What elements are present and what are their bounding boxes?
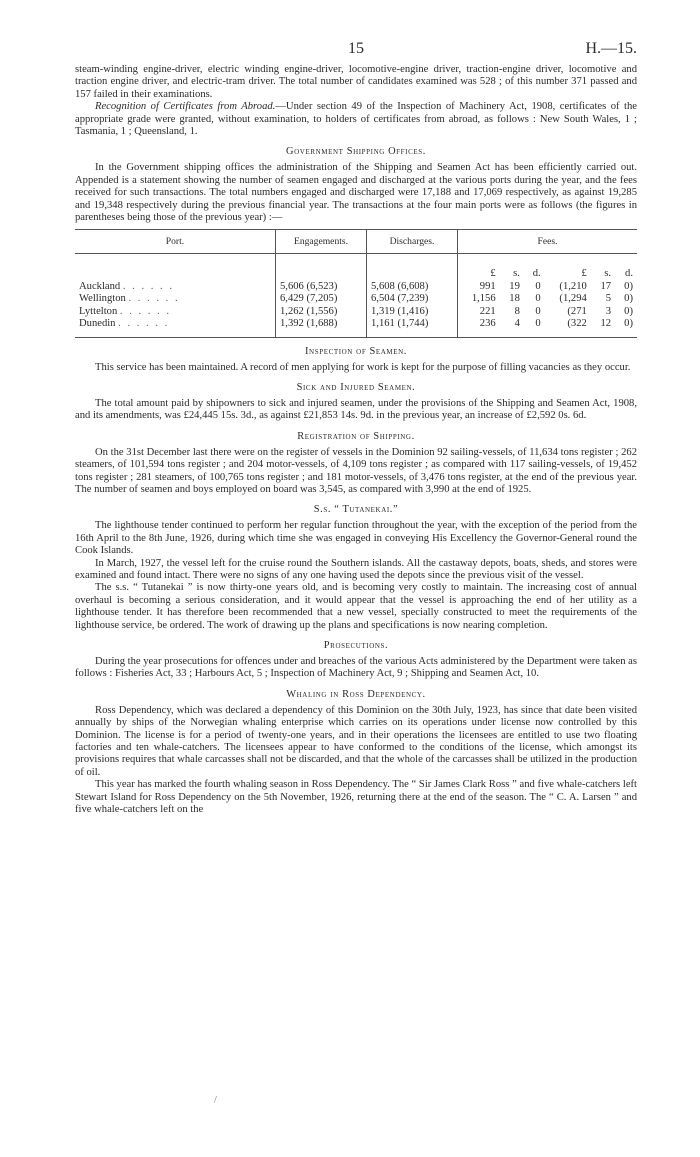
port-name: Lyttelton (79, 305, 118, 317)
page-number: 15 (348, 40, 364, 57)
unit-shillings: s. (513, 268, 520, 280)
discharges-value: 1,319 (1,416) (367, 306, 458, 318)
inspection-paragraph: This service has been maintained. A record of men applying for work is kept for the purpose of filling vacancies as they occur. (95, 361, 631, 373)
col-fees: Fees. (458, 230, 638, 254)
unit-pounds: £ (490, 268, 496, 280)
prev-fee-pence: 0) (624, 293, 633, 305)
prev-fee-pounds: (1,210 (559, 280, 587, 292)
document-reference: H.—15. (585, 40, 637, 57)
prev-fee-pounds: (322 (545, 318, 591, 337)
section-heading-tutanekai: S.s. “ Tutanekai.” (313, 504, 399, 516)
section-heading-inspection: Inspection of Seamen. (305, 345, 407, 357)
section-heading-shipping-offices: Government Shipping Offices. (286, 146, 426, 158)
section-heading-registration: Registration of Shipping. (297, 430, 415, 442)
prev-fee-pounds: (1,294 (559, 293, 587, 305)
fee-pence: 0 (535, 305, 541, 317)
leader-dots: . . . . . . (122, 280, 174, 292)
table-header-row (75, 230, 637, 254)
port-name: Wellington (79, 293, 126, 305)
tutanekai-paragraph-1: The lighthouse tender continued to perform her regular function throughout the year, with the exception of the period from the 16th April to the 8th June, 1926, during which time she was engaged in conveying His Excellency the Governor-General round the Cook Islands. (75, 520, 637, 557)
fee-pence: 0 (535, 280, 541, 292)
unit-pounds: £ (581, 268, 587, 280)
fee-pounds: 1,156 (471, 293, 496, 305)
shipping-offices-paragraph: In the Government shipping offices the administration of the Shipping and Seamen Act has been efficiently carried out. Appended is a statement showing the number of seamen engaged and discharged at the various ports during the year, and the fees received for such transactions. The total numbers engaged and discharged were 17,188 and 17,069 respectively, as against 19,285 and 19,348 respectively during the previous financial year. The transactions at the four main ports were as follows (the figures in parentheses being those of the previous year) :— (75, 162, 637, 224)
registration-paragraph: On the 31st December last there were on the register of vessels in the Dominion 92 sailing-vessels, of 11,634 tons register ; 262 steamers, of 101,594 tons register ; and 204 motor-vessels, of 4,109 tons register ; as compared with 117 sailing-vessels, of 19,452 tons register ; 281 steamers, of 100,765 tons register ; and 181 motor-vessels, of 3,476 tons register, at the end of the previous year. The number of seamen and boys employed on board was 3,545, as compared with 3,990 at the end of 1925. (75, 446, 637, 495)
table-row (75, 281, 637, 293)
fee-pounds: 236 (458, 318, 500, 337)
table-row (75, 318, 637, 337)
fee-shillings: 8 (514, 305, 520, 317)
engagements-value: 1,262 (1,556) (276, 306, 367, 318)
prev-fee-pence: 0) (615, 318, 637, 337)
footer-mark: / (214, 1095, 217, 1106)
ports-table (75, 229, 637, 337)
table-row (75, 293, 637, 305)
page-header (75, 40, 637, 64)
section-heading-sick-seamen: Sick and Injured Seamen. (296, 381, 416, 393)
prosecutions-paragraph: During the year prosecutions for offences under and breaches of the various Acts administered by the Department were taken as follows : Fisheries Act, 33 ; Harbours Act, 5 ; Inspection of Machinery Act, 9 ; Shipping and Seamen Act, 10. (75, 656, 637, 680)
prev-fee-pence: 0) (624, 280, 633, 292)
prev-fee-pounds: (271 (567, 305, 587, 317)
recognition-lead: Recognition of Certificates from Abroad. (95, 101, 276, 113)
fee-pounds: 221 (479, 305, 496, 317)
whaling-paragraph-2: This year has marked the fourth whaling season in Ross Dependency. The “ Sir James Clark Ross ” and five whale-catchers left Stewart Island for Ross Dependency on the 5th November, 1926, returning there at the end of the season. The “ C. A. Larsen ” and five whale-catchers left on the (75, 779, 637, 816)
col-engagements: Engagements. (276, 230, 367, 254)
recognition-text: —Under section 49 of the Inspection of Machinery Act, 1908, certificates of the appropriate grade were granted, without examination, to holders of certificates from abroad, as follows : New South Wales, 1 ; Tasmania, 1 ; Queensland, 1. (75, 101, 638, 138)
discharges-value: 6,504 (7,239) (367, 293, 458, 305)
fee-shillings: 4 (500, 318, 524, 337)
port-name: Dunedin (79, 318, 116, 330)
leader-dots: . . . . . . (119, 305, 172, 317)
sick-seamen-paragraph: The total amount paid by shipowners to sick and injured seamen, under the provisions of the Shipping and Seamen Act, 1908, and its amendments, was £24,445 15s. 3d., as against £21,853 14s. 9d. in the previous year, an increase of £2,592 0s. 6d. (75, 397, 637, 422)
col-discharges: Discharges. (367, 230, 458, 254)
document-page (75, 40, 637, 816)
section-heading-whaling: Whaling in Ross Dependency. (286, 688, 426, 700)
leader-dots: . . . . . . (128, 293, 180, 305)
section-heading-prosecutions: Prosecutions. (323, 640, 389, 651)
table-row (75, 306, 637, 318)
fee-pence: 0 (535, 293, 541, 305)
fee-pounds: 991 (479, 280, 496, 292)
whaling-paragraph-1: Ross Dependency, which was declared a dependency of this Dominion on the 30th July, 1923, has since that date been visited annually by ships of the Norwegian whaling enterprise which carries on its operations under license now controlled by this Dominion. The license is for a period of twenty-one years, and in their operations the licensees are entitled to use two floating factories and ten whale-catchers. The licensees appear to have conformed to the conditions of the license, which amongst its provisions requires that whale carcasses shall not be discarded, and that the whole of the carcasses shall be utilized in the production of oil. (75, 704, 637, 778)
recognition-paragraph (75, 101, 637, 138)
prev-fee-shillings: 5 (605, 293, 612, 305)
table-units-row (75, 254, 637, 281)
prev-fee-pence: 0) (624, 305, 633, 317)
engagements-value: 6,429 (7,205) (276, 293, 367, 305)
col-port: Port. (75, 230, 276, 254)
unit-pence: d. (625, 268, 633, 280)
discharges-value: 1,161 (1,744) (367, 318, 458, 337)
prev-fee-shillings: 3 (605, 305, 612, 317)
engagements-value: 1,392 (1,688) (276, 318, 367, 337)
leader-dots: . . . . . . (118, 318, 170, 330)
port-name: Auckland (79, 280, 121, 292)
fee-shillings: 18 (509, 293, 520, 305)
fee-pence: 0 (524, 318, 545, 337)
fee-shillings: 19 (509, 280, 520, 292)
discharges-value: 5,608 (6,608) (367, 281, 458, 293)
engagements-value: 5,606 (6,523) (276, 281, 367, 293)
unit-shillings: s. (604, 268, 612, 280)
unit-pence: d. (532, 268, 541, 280)
prev-fee-shillings: 17 (600, 280, 612, 292)
intro-paragraph: steam-winding engine-driver, electric winding engine-driver, locomotive-engine driver, traction-engine driver, locomotive and traction engine driver, and electric-tram driver. The total number of candidates examined was 528 ; of this number 371 passed and 157 failed in their examinations. (75, 64, 637, 100)
tutanekai-paragraph-2: In March, 1927, the vessel left for the cruise round the Southern islands. All the castaway depots, boats, sheds, and stores were examined and found intact. There were no signs of any one having used the depots since the previous visit of the vessel. (75, 557, 637, 581)
tutanekai-paragraph-3: The s.s. “ Tutanekai ” is now thirty-one years old, and is becoming very costly to maintain. The increasing cost of annual overhaul is becoming a serious consideration, and it would appear that the vessel is approaching the end of her utility as a lighthouse tender. It has therefore been recommended that a new vessel, specially constructed to meet the requirements of the lighthouse service, be ordered. The work of drawing up the plans and specifications is now nearing completion. (75, 582, 637, 631)
prev-fee-shillings: 12 (591, 318, 615, 337)
